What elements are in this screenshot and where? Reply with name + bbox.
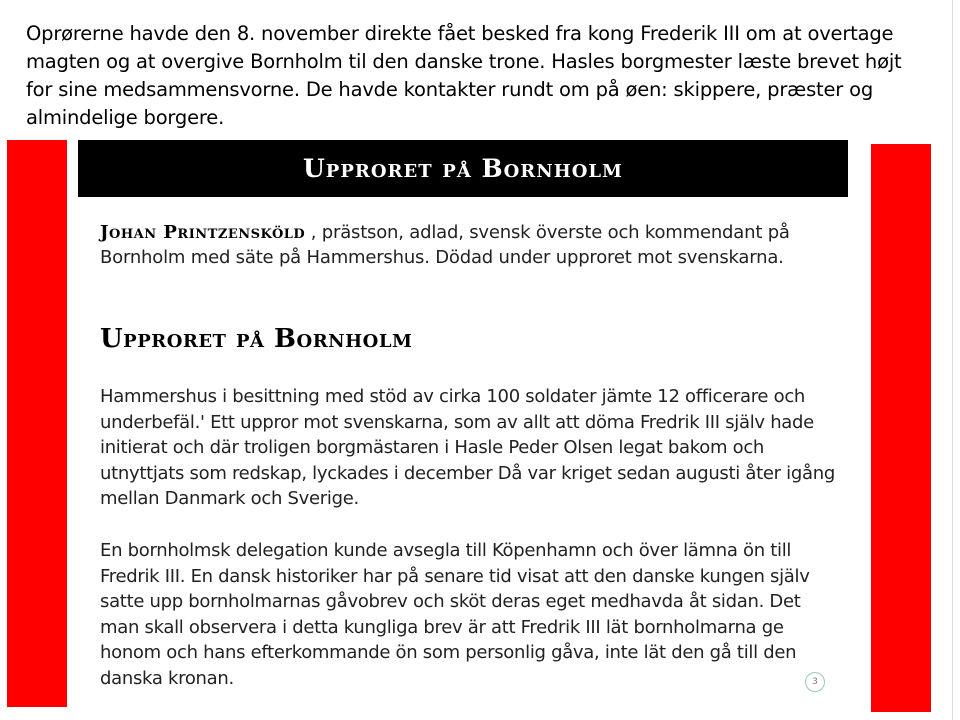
right-red-bar [871, 144, 931, 712]
person-paragraph [100, 220, 840, 270]
person-name: Johan Printzensköld [100, 222, 306, 243]
page-number-badge: 3 [805, 672, 825, 692]
body-paragraph-1: Hammershus i besittning med stöd av cirka 100 soldater jämte 12 officerare och underbefäl.' Ett uppror mot svenskarna, som av allt att döma Fredrik III själv hade initierat och där troligen borgmästaren i Hasle Peder Olsen legat bakom och utnyttjats som redskap, lyckades i december Då var kriget sedan augusti åter igång mellan Danmark och Sverige. [100, 386, 835, 509]
section-heading: Upproret på Bornholm [100, 324, 413, 354]
left-red-bar [7, 140, 67, 707]
intro-paragraph: Oprørerne havde den 8. november direkte fået besked fra kong Frederik III om at overtage magten og at overgive Bornholm til den danske trone. Hasles borgmester læste brevet højt for sine medsammensvorne. De havde kontakter rundt om på øen: skippere, præster og almindelige borgere. [26, 22, 902, 129]
body-paragraph-2: En bornholmsk delegation kunde avsegla till Köpenhamn och över lämna ön till Fredrik III. En dansk historiker har på senare tid visat att den danske kungen själv satte upp bornholmarnas gåvobrev och sköt deras eget medhavda åt sidan. Det man skall observera i detta kungliga brev är att Fredrik III lät bornholmarna ge honom och hans efterkommande ön som personlig gåva, inte lät den gå till den danska kronan. [100, 540, 810, 689]
person-description: , prästson, adlad, svensk överste och kommendant på Bornholm med säte på Hammershus. Dödad under upproret mot svenskarna. [100, 222, 790, 268]
banner-title: Upproret på Bornholm [78, 140, 848, 197]
document-image [78, 140, 848, 700]
slide-edge-divider [952, 0, 953, 720]
